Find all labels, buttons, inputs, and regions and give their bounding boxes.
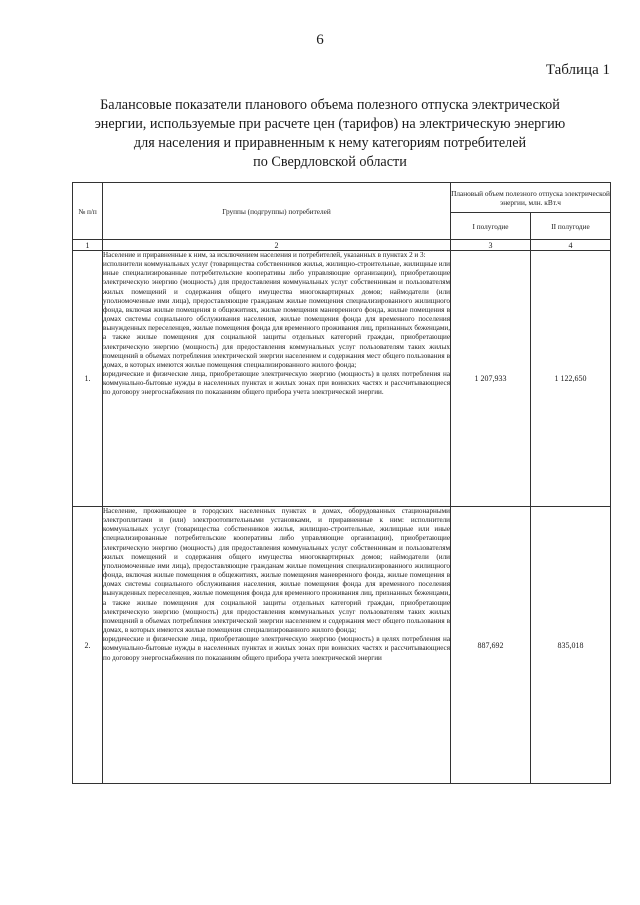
header-half1: I полугодие <box>451 213 531 240</box>
table-row <box>73 507 611 784</box>
column-number: 2 <box>103 240 451 251</box>
table-row <box>73 251 611 507</box>
column-number: 4 <box>531 240 611 251</box>
header-groups: Группы (подгруппы) потребителей <box>103 183 451 240</box>
header-volume: Плановый объем полезного отпуска электрической энергии, млн. кВт.ч <box>451 183 611 213</box>
title-line: для населения и приравненным к нему категориям потребителей <box>133 135 527 151</box>
row-number: 2. <box>73 507 103 784</box>
title-line: энергии, используемые при расчете цен (тарифов) на электрическую энергию <box>94 116 566 132</box>
value-half2: 1 122,650 <box>531 251 611 507</box>
row-number: 1. <box>73 251 103 507</box>
title-line: по Свердловской области <box>253 154 407 170</box>
table-label: Таблица 1 <box>545 62 610 78</box>
value-half1: 887,692 <box>451 507 531 784</box>
row-paragraph: Население, проживающее в городских населенных пунктах в домах, оборудованных стационарными электроплитами и (или) электроотопительными установками, и приравненные к ним: исполнители коммунальных услуг (товарищества собственников жилья, жилищно-строительные, жилищные или иные специализированные потребительские кооперативы либо управляющие организации), приобретающие электрическую энергию (мощность) для предоставления коммунальных услуг собственникам и пользователям жилых помещений и содержания общего имущества многоквартирных домов; наймодатели (или уполномоченные ими лица), предоставляющие гражданам жилые помещения специализированного жилищного фонда, включая жилые помещения в общежитиях, жилые помещения маневренного фонда, жилые помещения в домах системы социального обслуживания населения, жилые помещения фонда для временного поселения вынужденных переселенцев, жилые помещения фонда для временного проживания лиц, признанных беженцами, а также жилые помещения для социальной защиты отдельных категорий граждан, приобретающие электрическую энергию (мощность) для предоставления коммунальных услуг пользователям таких жилых помещений в объемах потребления электрической энергии населением и содержания мест общего пользования в домах, в которых имеются жилые помещения специализированного жилого фонда; <box>103 507 450 635</box>
column-number: 1 <box>73 240 103 251</box>
value-half2: 835,018 <box>531 507 611 784</box>
row-paragraph: юридические и физические лица, приобретающие электрическую энергию (мощность) в целях потребления на коммунально-бытовые нужды в населенных пунктах и жилых зонах при воинских частях и рассчитывающиеся по договору энергоснабжения по показаниям общего прибора учета электрической энергии. <box>103 370 450 397</box>
document-title <box>60 96 600 172</box>
header-num: № п/п <box>73 183 103 240</box>
title-line: Балансовые показатели планового объема полезного отпуска электрической <box>100 97 560 113</box>
row-paragraph: исполнители коммунальных услуг (товарищества собственников жилья, жилищно-строительные, жилищные или иные специализированные потребительские кооперативы либо управляющие организации), приобретающие электрическую энергию (мощность) для предоставления коммунальных услуг собственникам и пользователям жилых помещений и содержания общего имущества многоквартирных домов; наймодатели (или уполномоченные ими лица), предоставляющие гражданам жилые помещения специализированного жилищного фонда, включая жилые помещения в общежитиях, жилые помещения маневренного фонда, жилые помещения в домах системы социального обслуживания населения, жилые помещения фонда для временного поселения вынужденных переселенцев, жилые помещения фонда для временного проживания лиц, признанных беженцами, а также жилые помещения для социальной защиты отдельных категорий граждан, приобретающие электрическую энергию (мощность) для предоставления коммунальных услуг пользователям таких жилых помещений в объемах потребления электрической энергии населением и содержания мест общего пользования в домах, в которых имеются жилые помещения специализированного жилого фонда; <box>103 260 450 369</box>
value-half1: 1 207,933 <box>451 251 531 507</box>
page-number: 6 <box>316 32 324 48</box>
row-description <box>103 251 451 507</box>
row-paragraph: юридические и физические лица, приобретающие электрическую энергию (мощность) в целях потребления на коммунально-бытовые нужды в населенных пунктах и жилых зонах при воинских частях и рассчитывающиеся по договору энергоснабжения по показаниям общего прибора учета электрической энергии <box>103 635 450 662</box>
header-half2: II полугодие <box>531 213 611 240</box>
column-number: 3 <box>451 240 531 251</box>
row-paragraph: Население и приравненные к ним, за исключением населения и потребителей, указанных в пунктах 2 и 3: <box>103 251 426 259</box>
row-description <box>103 507 451 784</box>
balance-table <box>72 182 611 784</box>
